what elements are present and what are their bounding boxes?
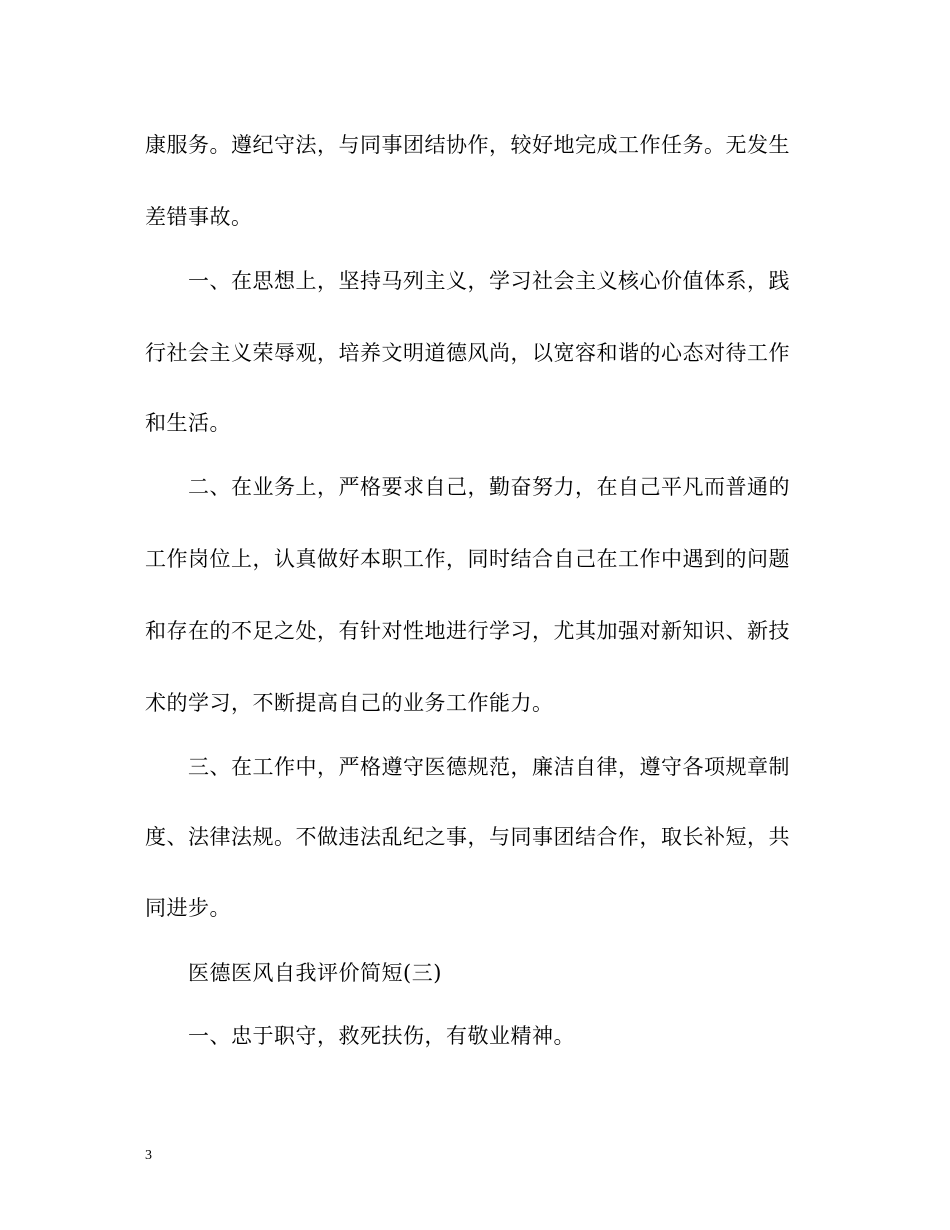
text-line: 和生活。 (145, 411, 231, 435)
paragraph-start: 一、在思想上，坚持马列主义，学习社会主义核心价值体系，践 (188, 269, 790, 293)
text-line: 康服务。遵纪守法，与同事团结协作，较好地完成工作任务。无发生 (145, 133, 790, 157)
paragraph-start: 二、在业务上，严格要求自己，勤奋努力，在自己平凡而普通的 (188, 475, 790, 499)
text-line: 工作岗位上，认真做好本职工作，同时结合自己在工作中遇到的问题 (145, 547, 790, 571)
text-line: 和存在的不足之处，有针对性地进行学习，尤其加强对新知识、新技 (145, 619, 790, 643)
section-heading: 医德医风自我评价简短(三) (188, 961, 442, 985)
text-line: 差错事故。 (145, 205, 253, 229)
paragraph-start: 三、在工作中，严格遵守医德规范，廉洁自律，遵守各项规章制 (188, 755, 790, 779)
text-line: 同进步。 (145, 896, 231, 920)
text-line: 术的学习，不断提高自己的业务工作能力。 (145, 691, 554, 715)
text-line: 行社会主义荣辱观，培养文明道德风尚，以宽容和谐的心态对待工作 (145, 341, 790, 365)
paragraph-start: 一、忠于职守，救死扶伤，有敬业精神。 (188, 1024, 575, 1048)
text-line: 度、法律法规。不做违法乱纪之事，与同事团结合作，取长补短，共 (145, 825, 790, 849)
page-number: 3 (145, 1148, 152, 1163)
